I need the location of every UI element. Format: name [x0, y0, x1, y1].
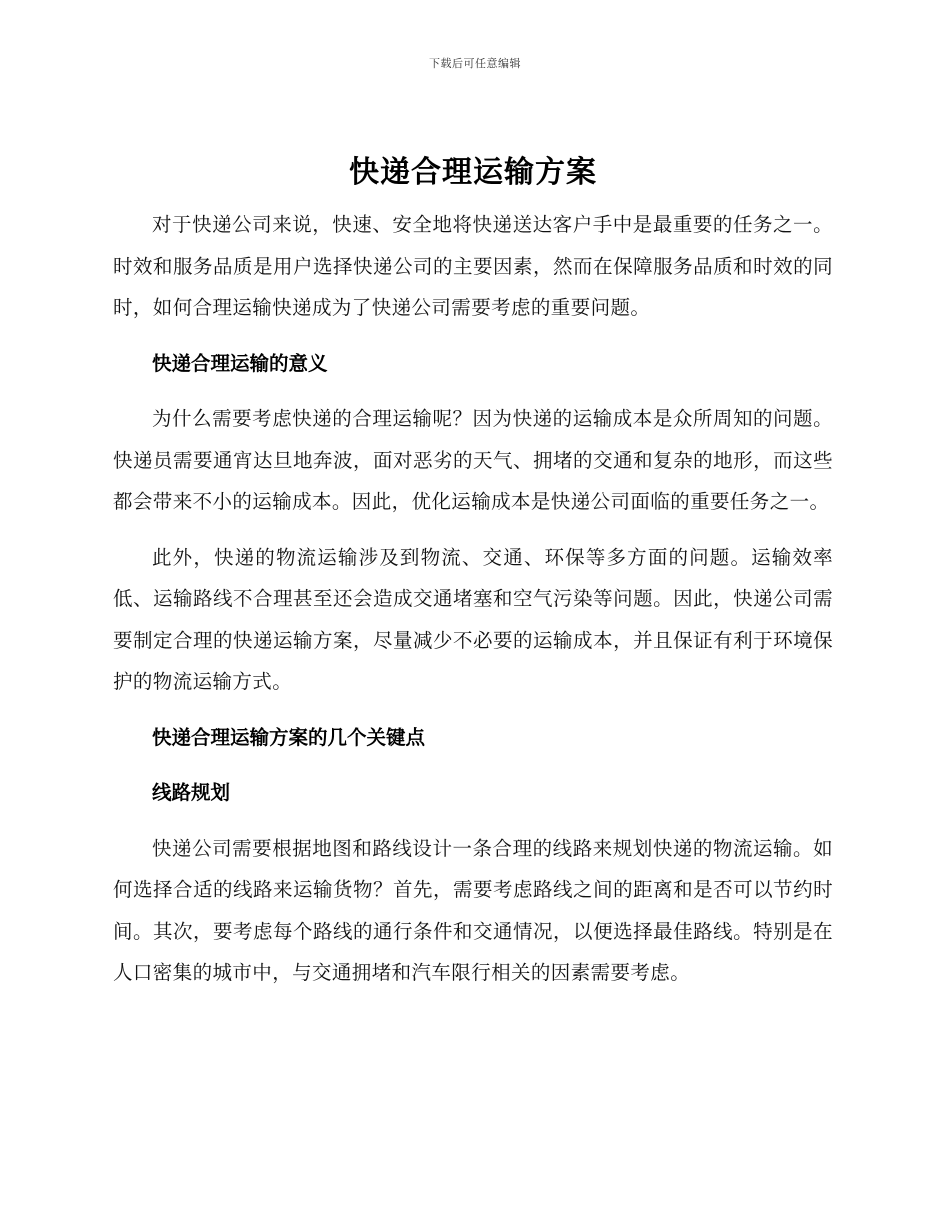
paragraph-route-planning: 快递公司需要根据地图和路线设计一条合理的线路来规划快递的物流运输。如何选择合适的线路来运输货物？首先，需要考虑路线之间的距离和是否可以节约时间。其次，要考虑每个路线的通行条件和交通情况，以便选择最佳路线。特别是在人口密集的城市中，与交通拥堵和汽车限行相关的因素需要考虑。 — [113, 836, 833, 984]
section-heading-significance: 快递合理运输的意义 — [152, 351, 328, 375]
subsection-heading-route-planning: 线路规划 — [152, 781, 231, 804]
header-note: 下载后可任意编辑 — [429, 57, 521, 70]
document-body — [113, 148, 833, 1008]
section-heading-key-points: 快递合理运输方案的几个关键点 — [152, 725, 426, 749]
document-title: 快递合理运输方案 — [349, 155, 597, 190]
paragraph-environment: 此外，快递的物流运输涉及到物流、交通、环保等多方面的问题。运输效率低、运输路线不合理甚至还会造成交通堵塞和空气污染等问题。因此，快递公司需要制定合理的快递运输方案，尽量减少不必要的运输成本，并且保证有利于环境保护的物流运输方式。 — [113, 545, 833, 693]
intro-paragraph: 对于快递公司来说，快速、安全地将快递送达客户手中是最重要的任务之一。时效和服务品质是用户选择快递公司的主要因素，然而在保障服务品质和时效的同时，如何合理运输快递成为了快递公司需要考虑的重要问题。 — [113, 213, 833, 319]
paragraph-cost: 为什么需要考虑快递的合理运输呢？因为快递的运输成本是众所周知的问题。快递员需要通宵达旦地奔波，面对恶劣的天气、拥堵的交通和复杂的地形，而这些都会带来不小的运输成本。因此，优化运输成本是快递公司面临的重要任务之一。 — [113, 407, 833, 513]
